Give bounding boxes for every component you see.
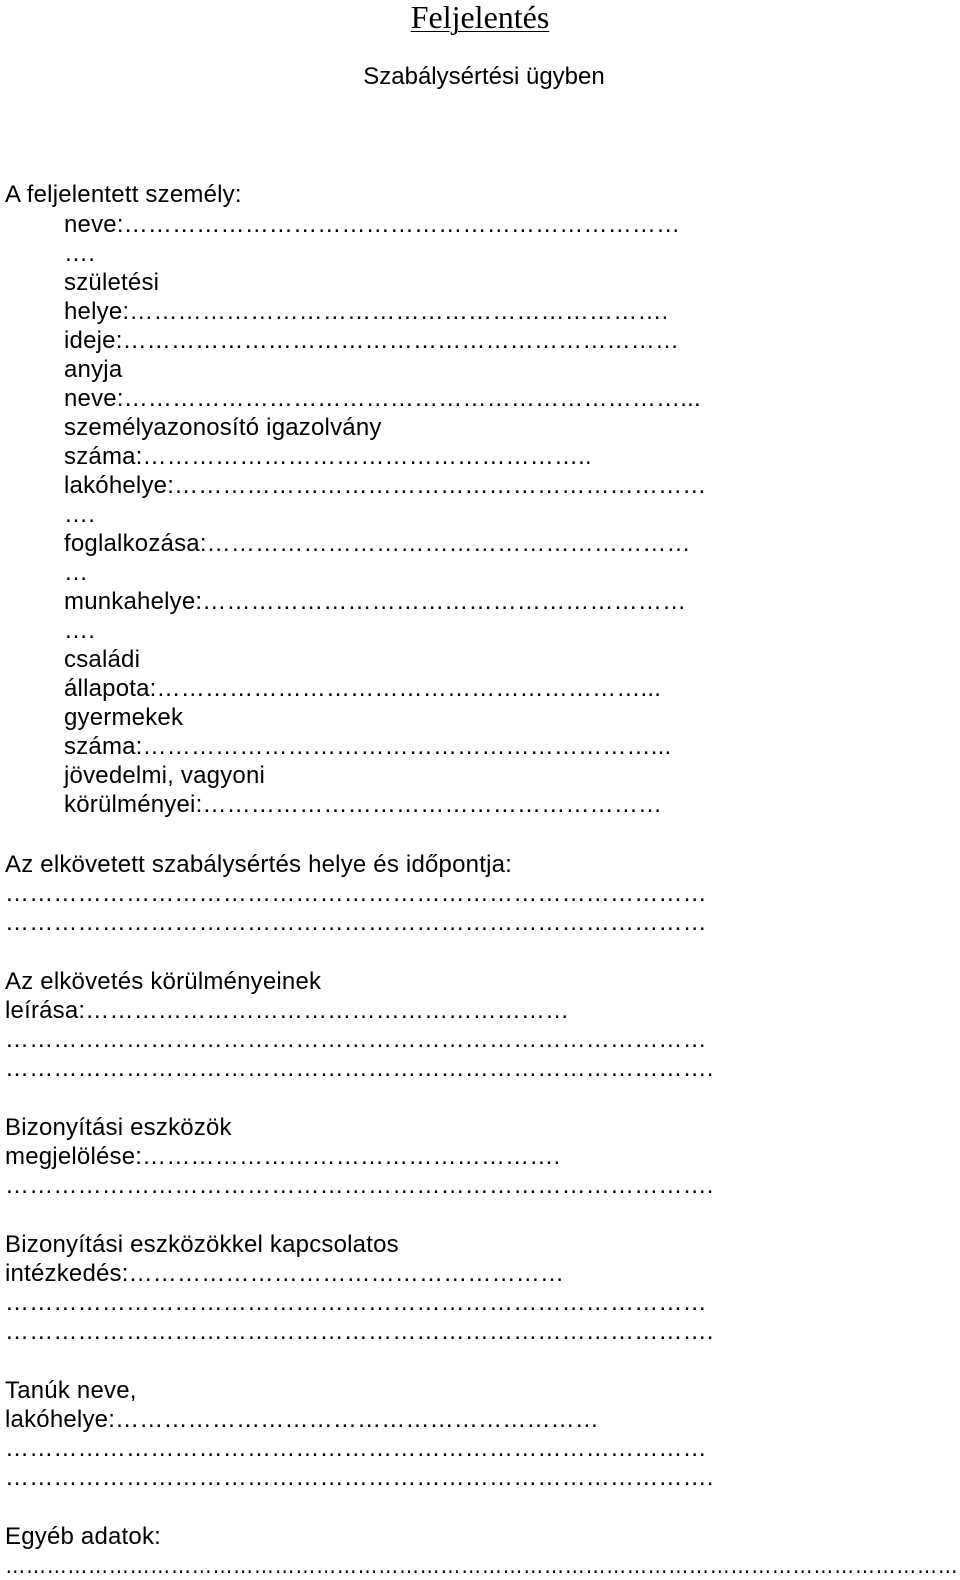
section-heading-offence-place-time: Az elkövetett szabálysértés helye és időpontja: (5, 851, 513, 878)
field-label-children: gyermekek (64, 704, 184, 731)
section-heading-circumstances: Az elkövetés körülményeinek (5, 968, 322, 995)
field-income-circumstances: körülményei:………………………………………………… (64, 791, 663, 818)
blank-line: ……………………………………………………………………………. (5, 1055, 714, 1082)
document-title: Feljelentés (410, 0, 550, 35)
field-mother-name: neve:……………………………………………………………... (64, 385, 701, 412)
field-continuation-line: …. (64, 617, 96, 644)
field-label-id-card: személyazonosító igazolvány (64, 414, 382, 441)
field-occupation: foglalkozása:…………………………………………………… (64, 530, 691, 557)
blank-line: ……………………………………………………………………………. (5, 1172, 714, 1199)
field-label-birth: születési (64, 269, 160, 296)
document-subtitle: Szabálysértési ügyben (363, 63, 605, 90)
field-label-marital: családi (64, 646, 141, 673)
field-birth-date: ideje:…………………………………………………………… (64, 327, 680, 354)
section-heading-accused-person: A feljelentett személy: (5, 181, 242, 208)
blank-line: ……………………………………………………………………………. (5, 1464, 714, 1491)
section-heading-evidence: Bizonyítási eszközök (5, 1114, 232, 1141)
field-label-mother: anyja (64, 356, 123, 383)
section-heading-other-data: Egyéb adatok: (5, 1523, 162, 1550)
field-marital-status: állapota:……………………………………………………... (64, 675, 662, 702)
blank-line: ………………………………………………………………………………………………………………………… (5, 1552, 959, 1579)
field-description: leírása:…………………………………………………… (5, 997, 570, 1024)
blank-line: …………………………………………………………………………… (5, 1289, 707, 1316)
field-children-count: száma:………………………………………………………... (64, 733, 672, 760)
field-label-income: jövedelmi, vagyoni (64, 762, 266, 789)
blank-line: …………………………………………………………………………… (5, 1026, 707, 1053)
blank-line: …………………………………………………………………………… (5, 1435, 707, 1462)
blank-line: …………………………………………………………………………… (5, 880, 707, 907)
blank-line: …………………………………………………………………………… (5, 909, 707, 936)
field-witness-address: lakóhelye:…………………………………………………… (5, 1406, 600, 1433)
field-name: neve:…………………………………………………………… (64, 211, 681, 238)
field-residence: lakóhelye:………………………………………………………… (64, 472, 707, 499)
field-continuation-line: …. (64, 501, 96, 528)
field-birth-place: helye:…………………………………………………………. (64, 298, 669, 325)
section-heading-evidence-measures: Bizonyítási eszközökkel kapcsolatos (5, 1231, 399, 1258)
field-id-card-number: száma:……………………………………………….. (64, 443, 592, 470)
section-heading-witnesses: Tanúk neve, (5, 1377, 137, 1404)
field-workplace: munkahelye:…………………………………………………… (64, 588, 687, 615)
blank-line: ……………………………………………………………………………. (5, 1318, 714, 1345)
field-continuation-line: …. (64, 240, 96, 267)
field-evidence-designation: megjelölése:……………………………………………. (5, 1143, 561, 1170)
field-measures: intézkedés:……………………………………………… (5, 1260, 565, 1287)
field-continuation-line: … (64, 559, 89, 586)
